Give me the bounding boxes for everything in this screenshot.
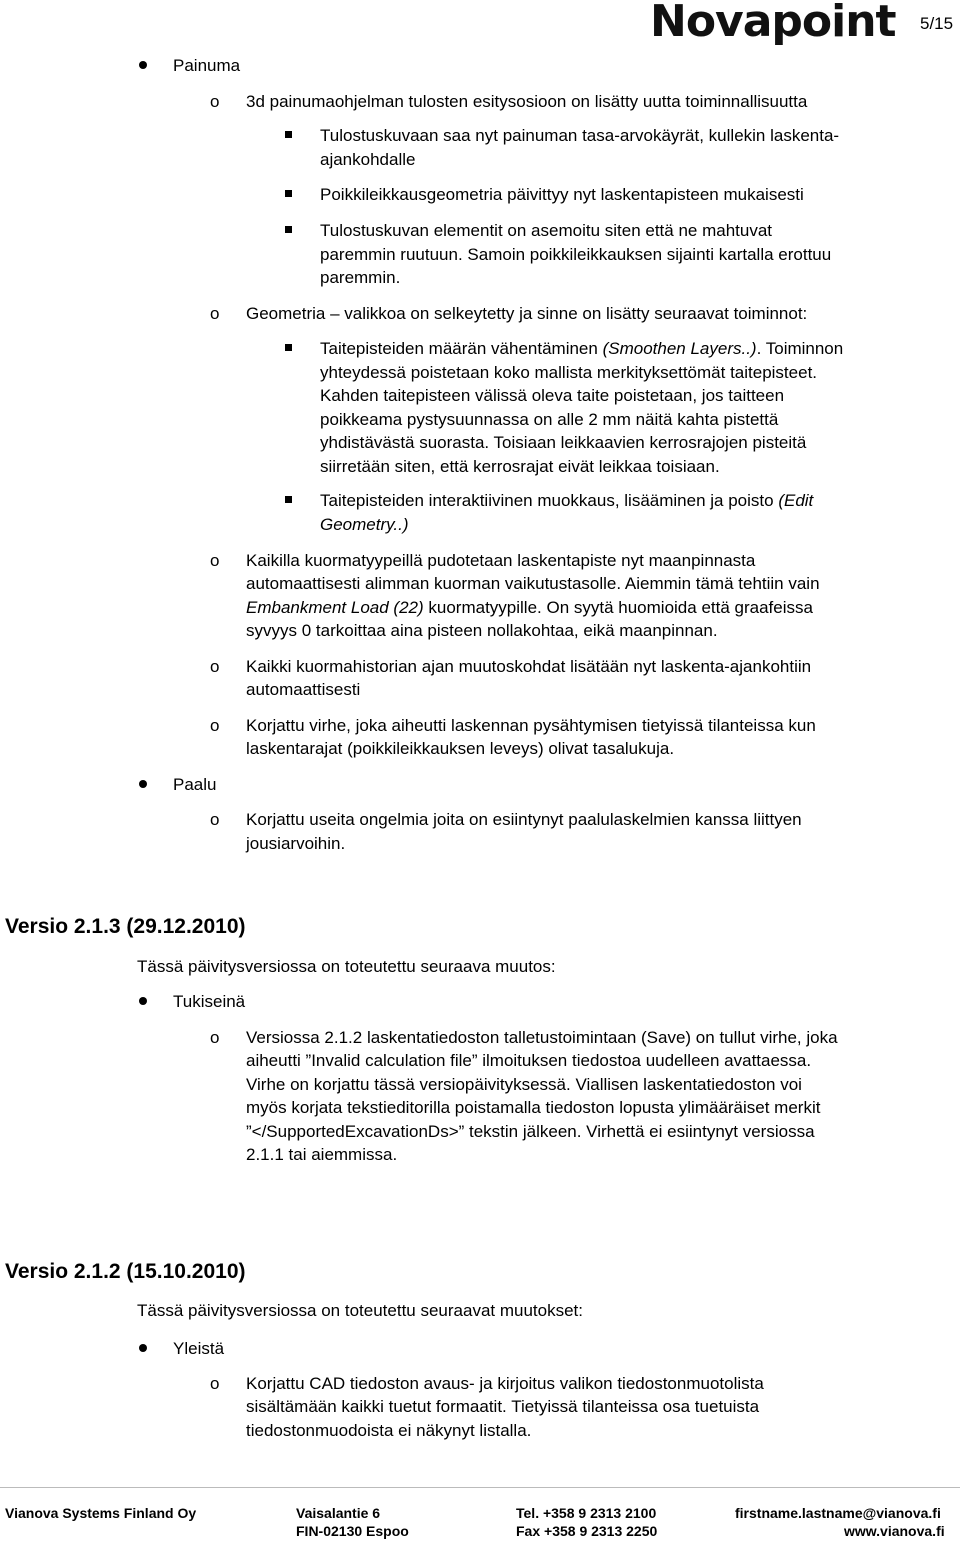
circle-bullet-icon: o: [210, 716, 220, 735]
painuma-geom-sub-2-line-1: Taitepisteiden interaktiivinen muokkaus, lisääminen ja poisto (Edit: [320, 491, 814, 510]
painuma-geom-sub-2-line-2: Geometry..): [320, 515, 409, 534]
painuma-item-5-line-1: Korjattu virhe, joka aiheutti laskennan pysähtymisen tietyissä tilanteissa kun: [246, 716, 816, 735]
footer-email[interactable]: firstname.lastname@vianova.fi: [735, 1505, 941, 1521]
footer-street: Vaisalantie 6: [296, 1505, 381, 1521]
version-2-1-3-heading: Versio 2.1.3 (29.12.2010): [5, 915, 246, 938]
v212-line-2: sisältämään kaikki tuetut formaatit. Tietyissä tilanteissa osa tuetuista: [246, 1397, 760, 1416]
painuma-item-5-line-2: laskentarajat (poikkileikkauksen leveys) olivat tasalukuja.: [246, 739, 675, 758]
section-title-tukiseina: Tukiseinä: [173, 992, 246, 1011]
painuma-geom-sub-1-line-2: yhteydessä poistetaan koko mallista merkityksettömät taitepisteet.: [320, 363, 818, 382]
v213-line-5: ”</SupportedExcavationDs>” tekstin jälkeen. Virhettä ei esiintynyt versiossa: [246, 1122, 815, 1141]
footer-postal: FIN-02130 Espoo: [296, 1523, 409, 1539]
v213-line-3: Virhe on korjattu tässä versiopäivityksessä. Viallisen laskentatiedoston voi: [246, 1075, 802, 1094]
page-number: 5/15: [920, 14, 954, 33]
square-bullet-icon: [285, 131, 292, 138]
v213-line-1: Versiossa 2.1.2 laskentatiedoston talletustoimintaan (Save) on tullut virhe, joka: [246, 1028, 838, 1047]
v212-line-3: tiedostonmuodoista ei näkynyt listalla.: [246, 1421, 532, 1440]
painuma-item-3-line-1: Kaikilla kuormatyypeillä pudotetaan laskentapiste nyt maanpinnasta: [246, 551, 756, 570]
painuma-sub-3-line-1: Tulostuskuvan elementit on asemoitu siten että ne mahtuvat: [320, 221, 773, 240]
bullet-icon: [139, 1344, 147, 1352]
painuma-item-3-line-4: syvyys 0 tarkoittaa aina pisteen nollakohtaa, eikä maanpinnan.: [246, 621, 718, 640]
painuma-item-1: 3d painumaohjelman tulosten esitysosioon on lisätty uutta toiminnallisuutta: [246, 92, 808, 111]
paalu-item-1-line-2: jousiarvoihin.: [246, 834, 346, 853]
circle-bullet-icon: o: [210, 1374, 220, 1393]
painuma-item-4-line-2: automaattisesti: [246, 680, 361, 699]
paalu-item-1-line-1: Korjattu useita ongelmia joita on esiintynyt paalulaskelmien kanssa liittyen: [246, 810, 802, 829]
bullet-icon: [139, 997, 147, 1005]
painuma-item-3-line-2: automaattisesti alimman kuorman vaikutustasolle. Aiemmin tämä tehtiin vain: [246, 574, 820, 593]
v213-line-6: 2.1.1 tai aiemmissa.: [246, 1145, 398, 1164]
section-title-yleista: Yleistä: [173, 1339, 225, 1358]
v213-line-2: aiheutti ”Invalid calculation file” ilmoituksen tiedostoa uudelleen avattaessa.: [246, 1051, 812, 1070]
section-title-paalu: Paalu: [173, 775, 217, 794]
painuma-geom-sub-1-line-3: Kahden taitepisteen välissä oleva taite poistetaan, jos taitteen: [320, 386, 785, 405]
bullet-icon: [139, 61, 147, 69]
square-bullet-icon: [285, 496, 292, 503]
footer-divider: [0, 1487, 960, 1488]
v213-line-4: myös korjata tekstieditorilla poistamalla tiedoston lopusta ylimääräiset merkit: [246, 1098, 821, 1117]
painuma-sub-1-line-2: ajankohdalle: [320, 150, 416, 169]
footer-company: Vianova Systems Finland Oy: [5, 1505, 197, 1521]
footer-web[interactable]: www.vianova.fi: [844, 1523, 945, 1539]
square-bullet-icon: [285, 344, 292, 351]
painuma-sub-1-line-1: Tulostuskuvaan saa nyt painuman tasa-arvokäyrät, kullekin laskenta-: [320, 126, 840, 145]
painuma-item-2: Geometria – valikkoa on selkeytetty ja sinne on lisätty seuraavat toiminnot:: [246, 304, 808, 323]
novapoint-logo: Novapoint: [650, 0, 896, 47]
circle-bullet-icon: o: [210, 657, 220, 676]
footer-fax: Fax +358 9 2313 2250: [516, 1523, 658, 1539]
circle-bullet-icon: o: [210, 92, 220, 111]
painuma-geom-sub-1-line-1: Taitepisteiden määrän vähentäminen (Smoothen Layers..). Toiminnon: [320, 339, 844, 358]
painuma-geom-sub-1-line-6: siirretään siten, että kerrosrajat eivät leikkaa toisiaan.: [320, 457, 720, 476]
painuma-item-3-line-3: Embankment Load (22) kuormatyypille. On syytä huomioida että graafeissa: [246, 598, 813, 617]
circle-bullet-icon: o: [210, 551, 220, 570]
circle-bullet-icon: o: [210, 304, 220, 323]
painuma-sub-2: Poikkileikkausgeometria päivittyy nyt laskentapisteen mukaisesti: [320, 185, 804, 204]
footer-tel: Tel. +358 9 2313 2100: [516, 1505, 657, 1521]
painuma-sub-3-line-3: paremmin.: [320, 268, 401, 287]
version-2-1-2-heading: Versio 2.1.2 (15.10.2010): [5, 1260, 246, 1283]
painuma-sub-3-line-2: paremmin ruutuun. Samoin poikkileikkauksen sijainti kartalla erottuu: [320, 245, 832, 264]
circle-bullet-icon: o: [210, 810, 220, 829]
painuma-item-4-line-1: Kaikki kuormahistorian ajan muutoskohdat lisätään nyt laskenta-ajankohtiin: [246, 657, 812, 676]
painuma-geom-sub-1-line-4: poikkeama pystysuunnassa on alle 2 mm näitä kahta pistettä: [320, 410, 779, 429]
v212-line-1: Korjattu CAD tiedoston avaus- ja kirjoitus valikon tiedostonmuotolista: [246, 1374, 764, 1393]
square-bullet-icon: [285, 226, 292, 233]
painuma-geom-sub-1-line-5: yhdistävästä suorasta. Toisiaan leikkaavien kerrosrajojen pisteitä: [320, 433, 807, 452]
circle-bullet-icon: o: [210, 1028, 220, 1047]
bullet-icon: [139, 780, 147, 788]
version-2-1-3-intro: Tässä päivitysversiossa on toteutettu seuraava muutos:: [137, 957, 556, 976]
square-bullet-icon: [285, 190, 292, 197]
version-2-1-2-intro: Tässä päivitysversiossa on toteutettu seuraavat muutokset:: [137, 1301, 584, 1320]
section-title-painuma: Painuma: [173, 56, 241, 75]
